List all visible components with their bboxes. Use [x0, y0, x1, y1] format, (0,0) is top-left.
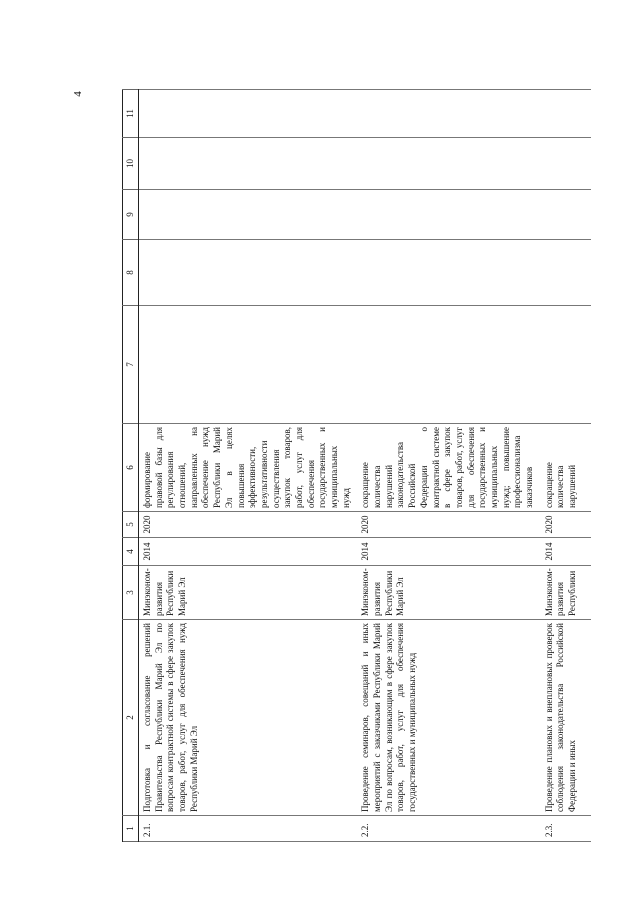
row-number: 2.3. [541, 816, 591, 842]
empty-cell [541, 138, 591, 190]
table-row [541, 90, 591, 842]
empty-cell [357, 306, 540, 424]
plan-table [122, 89, 591, 842]
executor-cell: Минэконом-развития Республики [541, 566, 591, 620]
empty-cell [357, 190, 540, 240]
page-number: 4 [71, 91, 84, 97]
column-header: 6 [123, 424, 139, 512]
start-year-cell: 2014 [541, 538, 591, 566]
result-cell: сокращение количества нарушений [541, 424, 591, 512]
column-header: 11 [123, 90, 139, 138]
table-row [139, 90, 358, 842]
column-header: 10 [123, 138, 139, 190]
empty-cell [541, 190, 591, 240]
empty-cell [139, 90, 358, 138]
column-header: 4 [123, 538, 139, 566]
empty-cell [357, 90, 540, 138]
row-number: 2.2. [357, 816, 540, 842]
start-year-cell: 2014 [139, 538, 358, 566]
empty-cell [357, 240, 540, 306]
row-number: 2.1. [139, 816, 358, 842]
event-cell: Проведение семинаров, совещаний и иных мероприятий с заказчиками Республики Марий Эл по вопросам, возникающим в сфере закупок товаров, работ, услуг для обеспечения государственных и муниципальных нужд [357, 620, 540, 816]
empty-cell [139, 306, 358, 424]
column-header: 9 [123, 190, 139, 240]
column-header: 1 [123, 816, 139, 842]
start-year-cell: 2014 [357, 538, 540, 566]
header-row [123, 90, 139, 842]
empty-cell [541, 306, 591, 424]
column-header: 3 [123, 566, 139, 620]
rotated-page [122, 90, 578, 842]
event-cell: Подготовка и согласование решений Правительства Республики Марий Эл по вопросам контрактной системы в сфере закупок товаров, работ, услуг для обеспечения нужд Республики Марий Эл [139, 620, 358, 816]
end-year-cell: 2020 [541, 512, 591, 538]
column-header: 8 [123, 240, 139, 306]
executor-cell: Минэконом-развития Республики Марий Эл [357, 566, 540, 620]
column-header: 5 [123, 512, 139, 538]
event-cell: Проведение плановых и внеплановых проверок соблюдения законодательства Российской Федерации и иных [541, 620, 591, 816]
end-year-cell: 2020 [357, 512, 540, 538]
empty-cell [357, 138, 540, 190]
empty-cell [541, 90, 591, 138]
empty-cell [139, 138, 358, 190]
result-cell: формирование правовой базы для регулирования отношений, направленных на обеспечение нужд Республики Марий Эл в целях повышения эффективности, результативности осуществления закупок товаров, работ, услуг для обеспечения государственных и муниципальных нужд [139, 424, 358, 512]
column-header: 2 [123, 620, 139, 816]
empty-cell [139, 190, 358, 240]
empty-cell [139, 240, 358, 306]
column-header: 7 [123, 306, 139, 424]
executor-cell: Минэконом-развития Республики Марий Эл [139, 566, 358, 620]
end-year-cell: 2020 [139, 512, 358, 538]
table-row [357, 90, 540, 842]
empty-cell [541, 240, 591, 306]
result-cell: сокращение количества нарушений законодательства Российской Федерации о контрактной системе в сфере закупок товаров, работ, услуг для обеспечения государственных и муниципальных нужд; повышение профессионализма заказчиков [357, 424, 540, 512]
